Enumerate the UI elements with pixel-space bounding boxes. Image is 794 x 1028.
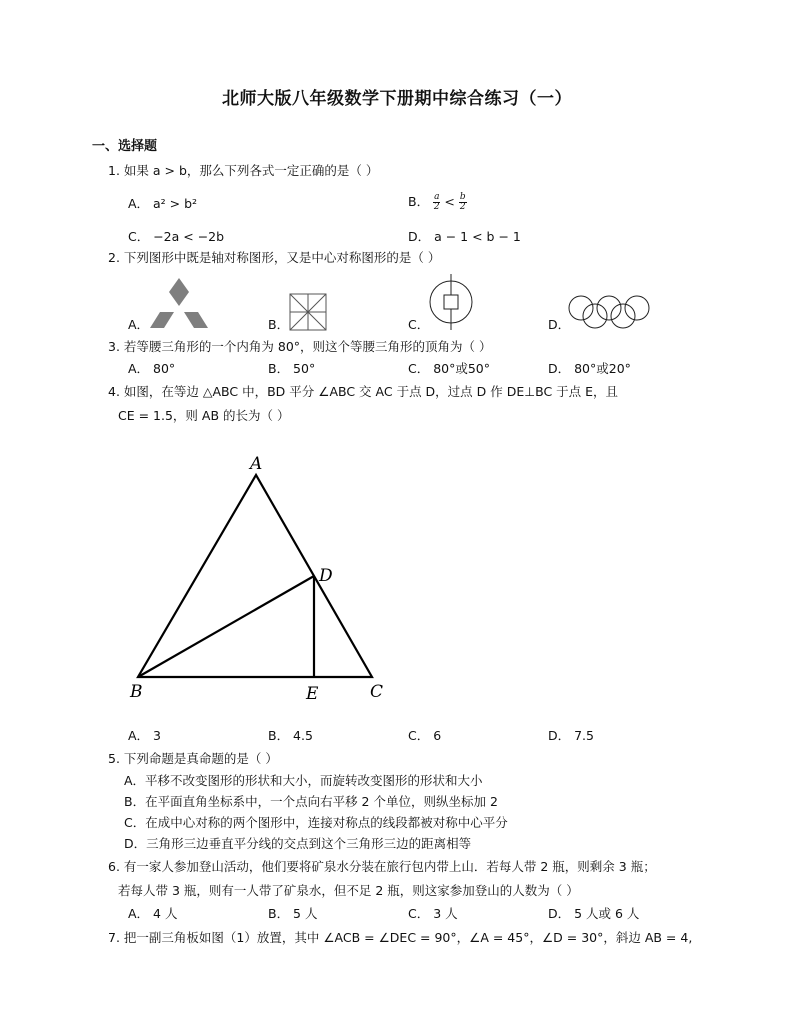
q1-stem: 1. 如果 a > b，那么下列各式一定正确的是（ ）	[108, 163, 379, 178]
coin-with-square-icon	[428, 272, 474, 332]
q1-option-d[interactable]: D． a − 1 < b − 1	[408, 229, 521, 244]
q1-option-b-label: B．	[408, 194, 430, 209]
q6-stem-line1: 6. 有一家人参加登山活动，他们要将矿泉水分装在旅行包内带上山．若每人带 2 瓶，则剩余 3 瓶；	[108, 859, 656, 874]
q3-option-d[interactable]: D． 80°或20°	[548, 361, 631, 376]
q1-lt-sign: <	[444, 194, 455, 209]
q3-option-a[interactable]: A． 80°	[128, 361, 176, 376]
q2-option-c-label[interactable]: C．	[408, 317, 430, 332]
q4-option-b[interactable]: B． 4.5	[268, 728, 313, 743]
q6-option-a[interactable]: A． 4 人	[128, 906, 178, 921]
olympic-rings-icon	[566, 294, 652, 330]
q7-stem-line1: 7. 把一副三角板如图（1）放置，其中 ∠ACB = ∠DEC = 90°，∠A = 45°，∠D = 30°，斜边 AB = 4,	[108, 930, 693, 945]
segment-bd	[138, 576, 314, 677]
triangle-abc	[138, 475, 372, 677]
q4-stem-line1: 4. 如图，在等边 △ABC 中，BD 平分 ∠ABC 交 AC 于点 D，过点 D 作 DE⊥BC 于点 E，且	[108, 384, 619, 399]
q2-option-d-label[interactable]: D．	[548, 317, 571, 332]
label-a: A	[250, 454, 263, 474]
q1-fraction-b: $\frac{b}{2}$	[459, 192, 466, 212]
q5-option-c[interactable]: C．在成中心对称的两个图形中，连接对称点的线段都被对称中心平分	[124, 815, 508, 830]
q4-triangle-figure	[120, 445, 400, 705]
q1-fraction-a: $\frac{a}{2}$	[433, 192, 440, 212]
q5-stem: 5. 下列命题是真命题的是（ ）	[108, 751, 278, 766]
q4-stem-line2: CE = 1.5，则 AB 的长为（ ）	[118, 408, 290, 423]
q3-stem: 3. 若等腰三角形的一个内角为 80°，则这个等腰三角形的顶角为（ ）	[108, 339, 492, 354]
label-e: E	[306, 684, 319, 704]
q1-option-a[interactable]: A． a² > b²	[128, 196, 198, 211]
q2-option-a-label[interactable]: A．	[128, 317, 150, 332]
label-c: C	[370, 682, 384, 702]
q3-option-c[interactable]: C． 80°或50°	[408, 361, 491, 376]
q6-stem-line2: 若每人带 3 瓶，则有一人带了矿泉水，但不足 2 瓶，则这家参加登山的人数为（ ）	[118, 883, 579, 898]
q5-option-b[interactable]: B．在平面直角坐标系中，一个点向右平移 2 个单位，则纵坐标加 2	[124, 794, 498, 809]
page-title: 北师大版八年级数学下册期中综合练习（一）	[222, 89, 572, 109]
q2-option-b-label[interactable]: B．	[268, 317, 290, 332]
q6-option-c[interactable]: C． 3 人	[408, 906, 458, 921]
label-b: B	[130, 682, 143, 702]
q2-stem: 2. 下列图形中既是轴对称图形，又是中心对称图形的是（ ）	[108, 250, 441, 265]
q4-option-d[interactable]: D． 7.5	[548, 728, 594, 743]
q6-option-d[interactable]: D． 5 人或 6 人	[548, 906, 640, 921]
q6-option-b[interactable]: B． 5 人	[268, 906, 318, 921]
q1-option-b[interactable]	[408, 193, 467, 212]
q4-option-a[interactable]: A． 3	[128, 728, 161, 743]
q3-option-b[interactable]: B． 50°	[268, 361, 316, 376]
q5-option-a[interactable]: A．平移不改变图形的形状和大小，而旋转改变图形的形状和大小	[124, 773, 483, 788]
three-diamonds-logo-icon	[148, 276, 210, 330]
label-d: D	[319, 566, 333, 586]
q1-option-c[interactable]: C． −2a < −2b	[128, 229, 225, 244]
section-heading: 一、选择题	[92, 139, 158, 154]
pinwheel-icon	[288, 292, 328, 332]
q5-option-d[interactable]: D．三角形三边垂直平分线的交点到这个三角形三边的距离相等	[124, 836, 472, 851]
q4-option-c[interactable]: C． 6	[408, 728, 442, 743]
